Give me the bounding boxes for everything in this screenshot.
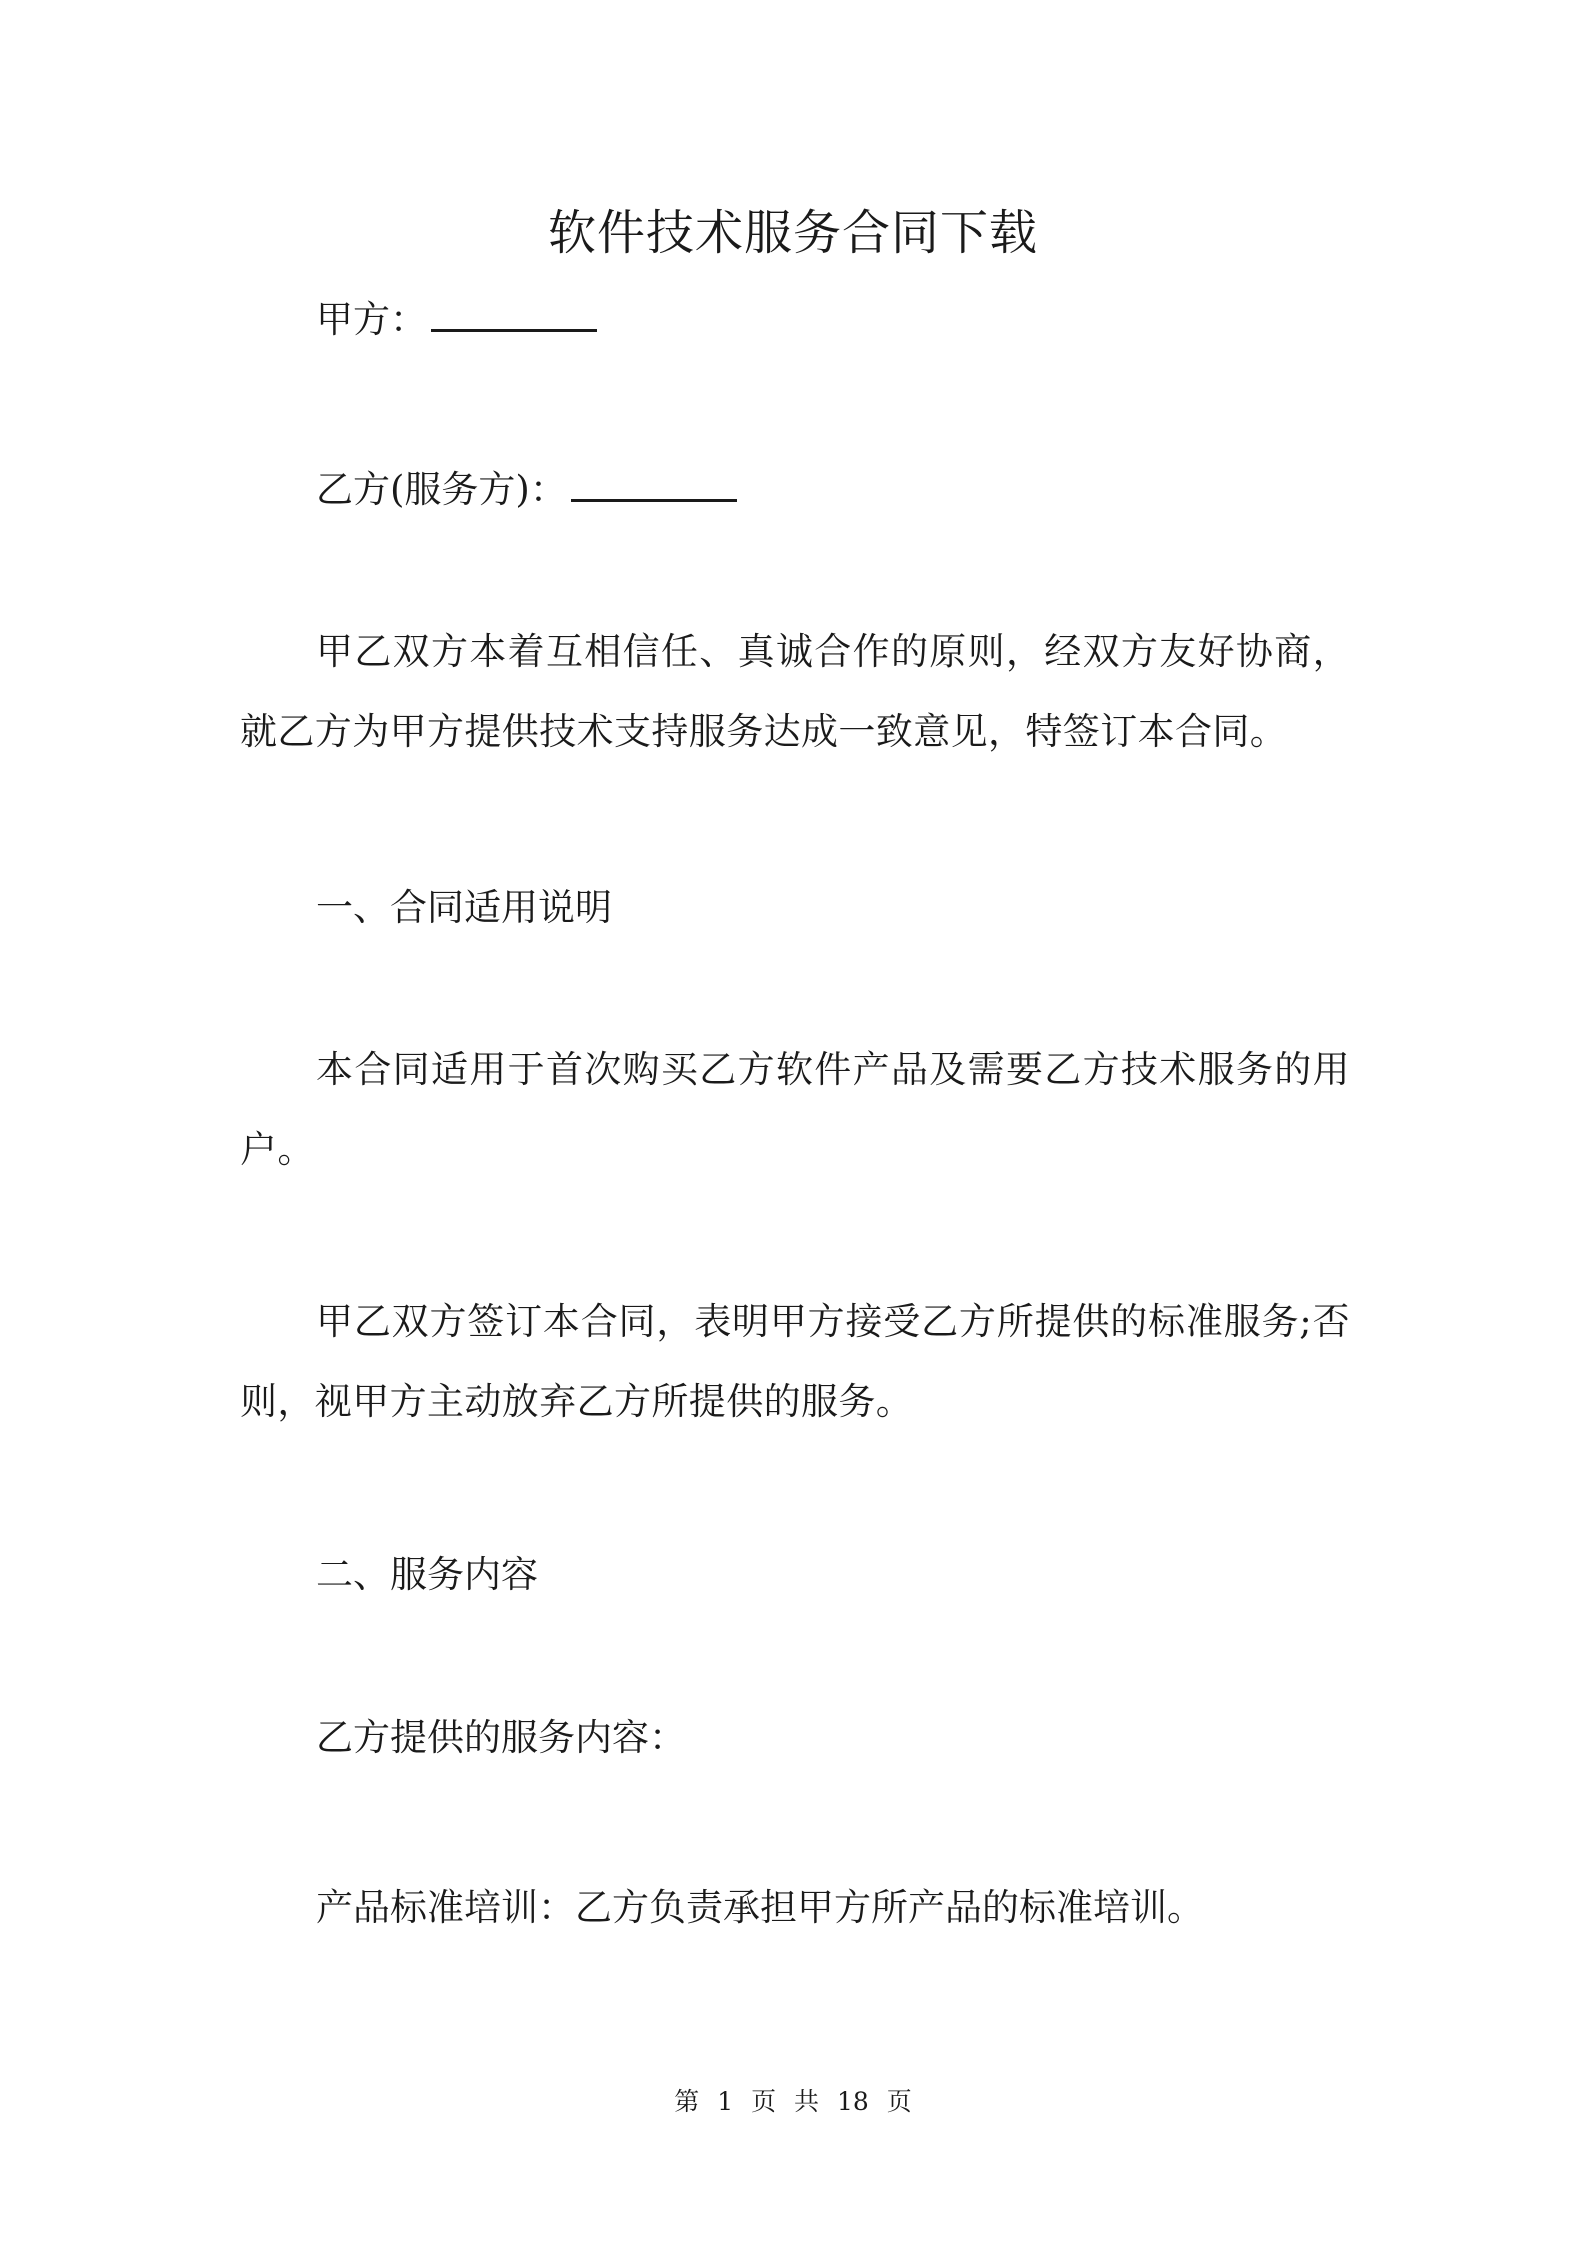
party-a-line	[240, 280, 1426, 360]
section2-intro: 乙方提供的服务内容：	[316, 1716, 686, 1759]
party-b-line	[240, 450, 1426, 530]
section1-paragraph-1: 本合同适用于首次购买乙方软件产品及需要乙方技术服务的用户。	[240, 1048, 1350, 1171]
intro-paragraph: 甲乙双方本着互相信任、真诚合作的原则，经双方友好协商，就乙方为甲方提供技术支持服务达成一致意见，特签订本合同。	[240, 630, 1350, 753]
party-a-blank	[431, 299, 597, 332]
party-a-label: 甲方：	[316, 298, 427, 341]
document-title: 软件技术服务合同下载	[547, 205, 1038, 261]
page-number: 第 1 页 共 18 页	[674, 2087, 912, 2116]
section1-heading: 一、合同适用说明	[316, 886, 612, 929]
section1-paragraph-2: 甲乙双方签订本合同，表明甲方接受乙方所提供的标准服务;否则，视甲方主动放弃乙方所提供的服务。	[240, 1300, 1350, 1423]
section2-item-1: 产品标准培训：乙方负责承担甲方所产品的标准培训。	[316, 1886, 1204, 1929]
party-b-blank	[571, 469, 737, 502]
section2-heading: 二、服务内容	[316, 1553, 538, 1596]
party-b-label: 乙方(服务方)：	[316, 468, 567, 511]
